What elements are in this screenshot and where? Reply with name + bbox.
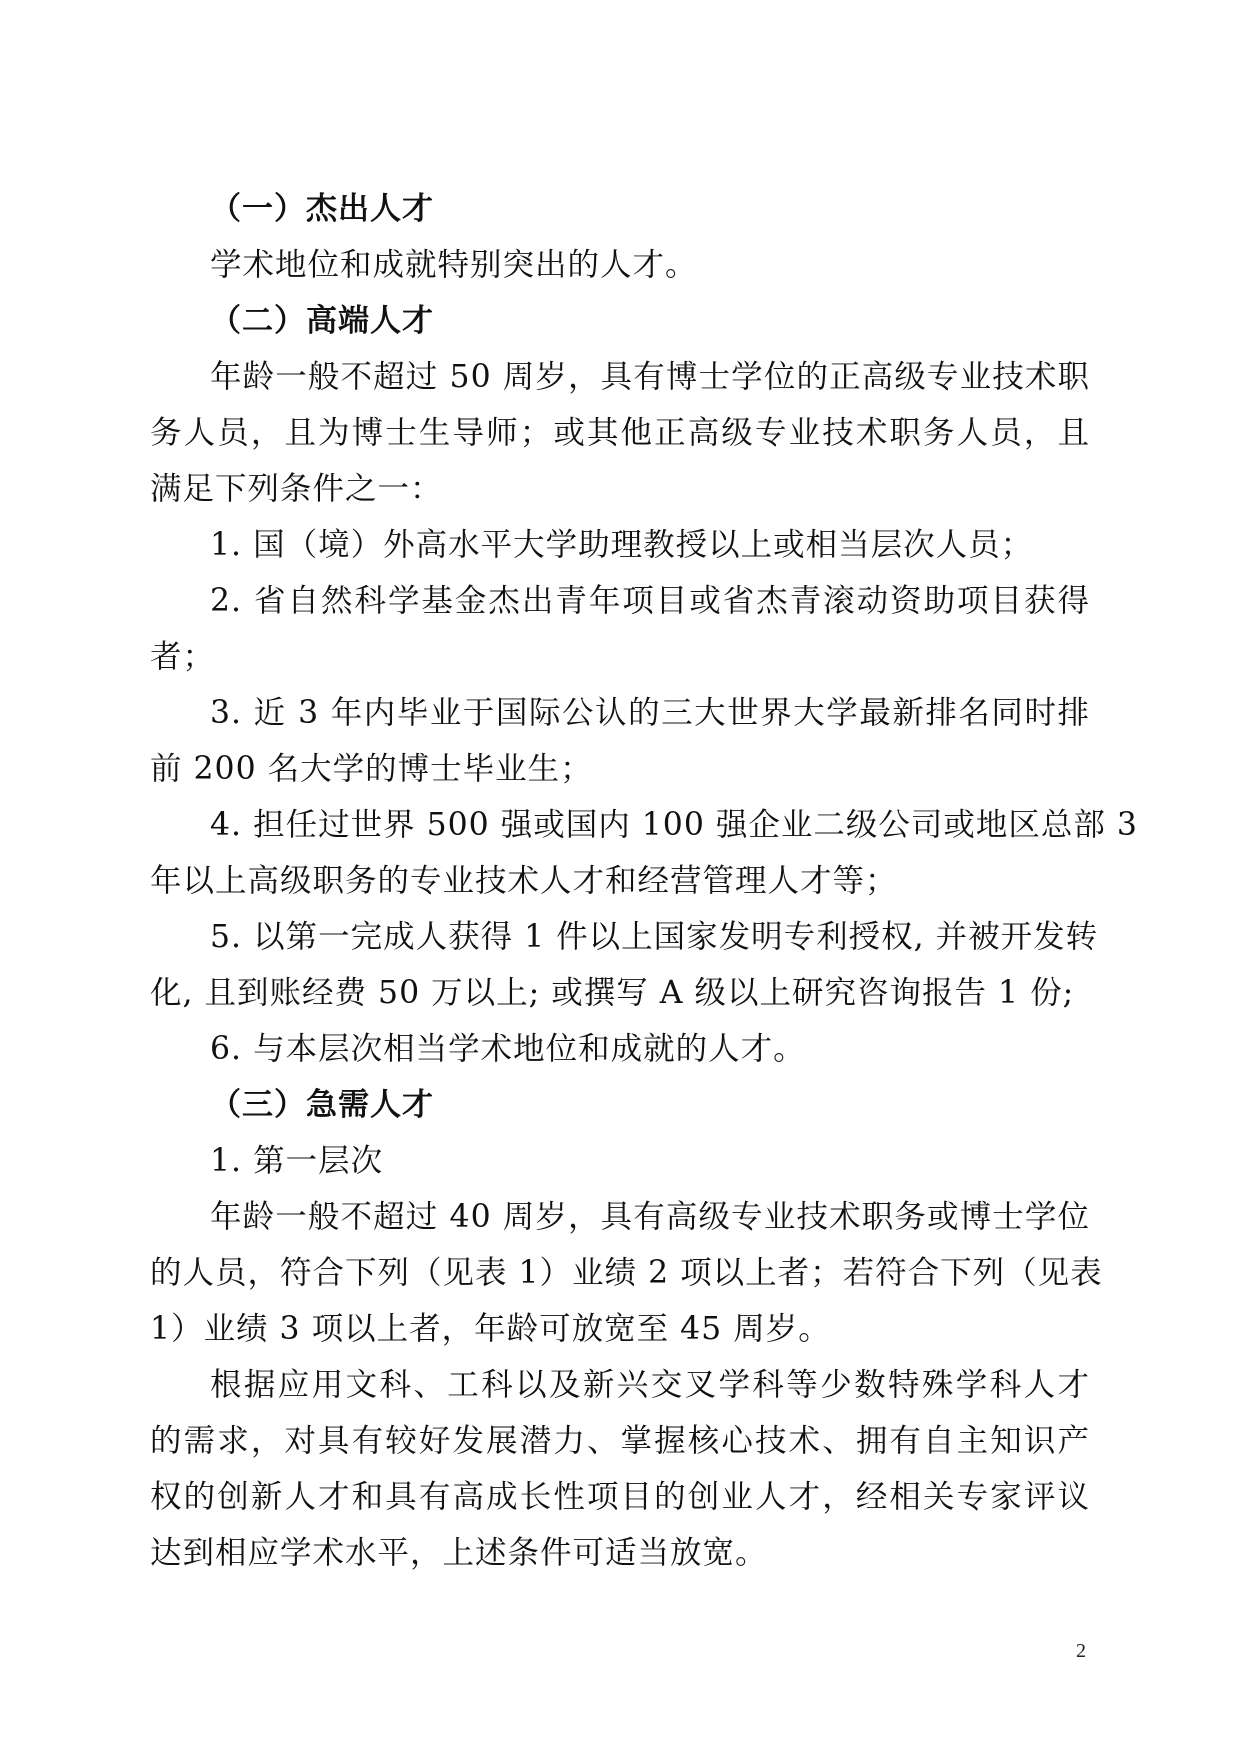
list-item: 1. 国（境）外高水平大学助理教授以上或相当层次人员； [210,527,1034,563]
list-item: 3. 近 3 年内毕业于国际公认的三大世界大学最新排名同时排 [210,695,1090,731]
list-item: 6. 与本层次相当学术地位和成就的人才。 [210,1031,806,1067]
paragraph-line: 1）业绩 3 项以上者，年龄可放宽至 45 周岁。 [150,1311,831,1347]
list-item-continuation: 年以上高级职务的专业技术人才和经营管理人才等； [150,863,898,899]
section-heading-outstanding-talent: （一）杰出人才 [210,191,434,227]
list-item: 4. 担任过世界 500 强或国内 100 强企业二级公司或地区总部 3 [210,807,1138,843]
paragraph-line: 的人员，符合下列（见表 1）业绩 2 项以上者；若符合下列（见表 [150,1255,1103,1291]
paragraph-line: 年龄一般不超过 50 周岁，具有博士学位的正高级专业技术职 [210,359,1090,395]
list-item: 5. 以第一完成人获得 1 件以上国家发明专利授权, 并被开发转 [210,919,1099,955]
paragraph-line: 权的创新人才和具有高成长性项目的创业人才，经相关专家评议 [150,1479,1090,1515]
page-number: 2 [1076,1640,1086,1662]
list-item-continuation: 者； [150,639,216,675]
subsection-title: 1. 第一层次 [210,1143,384,1179]
paragraph-line: 学术地位和成就特别突出的人才。 [210,247,698,283]
paragraph-line: 达到相应学术水平，上述条件可适当放宽。 [150,1535,768,1571]
list-item: 2. 省自然科学基金杰出青年项目或省杰青滚动资助项目获得 [210,583,1090,619]
paragraph-line: 满足下列条件之一： [150,471,443,507]
paragraph-line: 的需求，对具有较好发展潜力、掌握核心技术、拥有自主知识产 [150,1423,1090,1459]
list-item-continuation: 化, 且到账经费 50 万以上; 或撰写 A 级以上研究咨询报告 1 份; [150,975,1075,1011]
section-heading-high-end-talent: （二）高端人才 [210,303,434,339]
paragraph-line: 年龄一般不超过 40 周岁，具有高级专业技术职务或博士学位 [210,1199,1090,1235]
paragraph-line: 根据应用文科、工科以及新兴交叉学科等少数特殊学科人才 [210,1367,1090,1403]
list-item-continuation: 前 200 名大学的博士毕业生； [150,751,593,787]
section-heading-urgent-talent: （三）急需人才 [210,1087,434,1123]
paragraph-line: 务人员，且为博士生导师；或其他正高级专业技术职务人员，且 [150,415,1090,451]
